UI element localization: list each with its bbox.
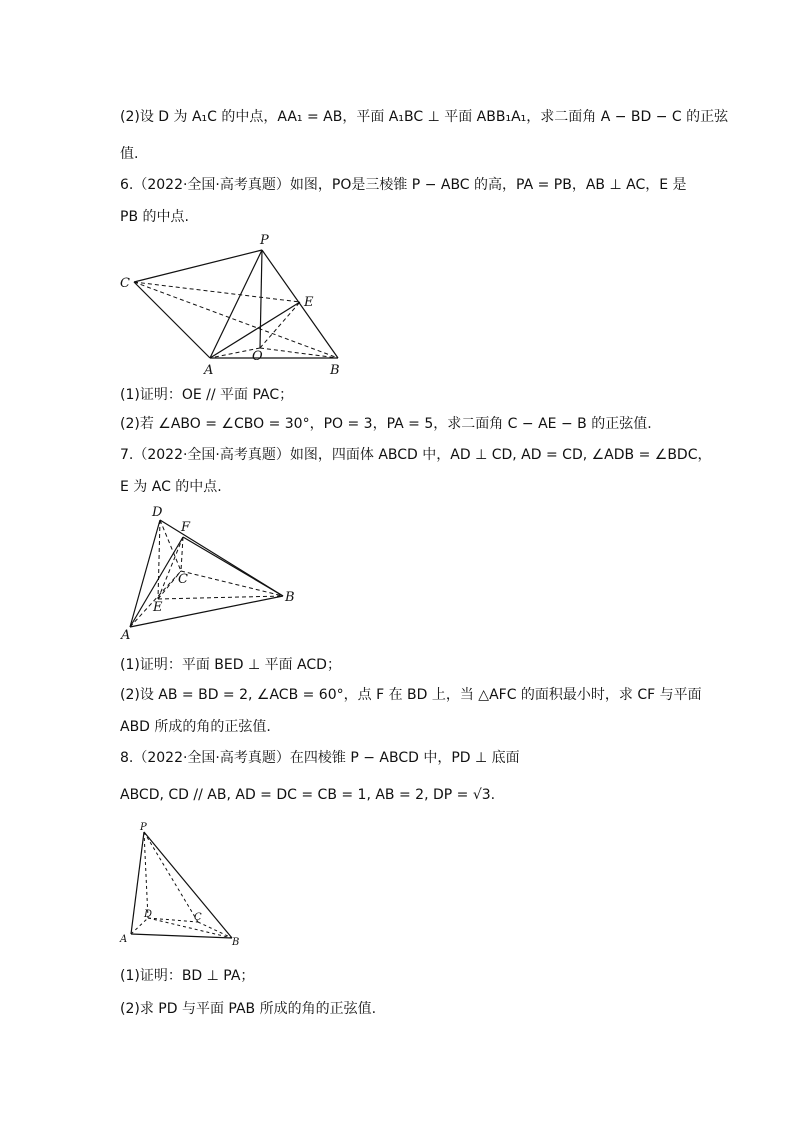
fig2-label-e: E — [153, 600, 163, 615]
q8-stem-line1: 8.（2022·全国·高考真题）在四棱锥 P − ABCD 中，PD ⊥ 底面 — [120, 750, 520, 766]
q8-stem-line2: ABCD, CD // AB, AD = DC = CB = 1, AB = 2, DP = √3. — [120, 787, 496, 803]
fig2-label-c: C — [178, 572, 188, 587]
fig2-label-d: D — [152, 505, 163, 520]
q5-part2-line2: 值. — [120, 146, 139, 162]
fig1-label-o: O — [252, 349, 263, 364]
fig2-label-f: F — [181, 520, 191, 535]
fig1-label-c: C — [120, 276, 130, 291]
fig2-label-b: B — [285, 590, 295, 605]
q7-part1: (1)证明：平面 BED ⊥ 平面 ACD； — [120, 657, 341, 673]
figure-tetrahedron-pabc — [110, 230, 370, 380]
q7-part2-line2: ABD 所成的角的正弦值. — [120, 719, 271, 735]
q8-part2: (2)求 PD 与平面 PAB 所成的角的正弦值. — [120, 1001, 377, 1017]
q6-stem-line2: PB 的中点. — [120, 209, 189, 225]
fig3-label-a: A — [120, 934, 128, 945]
fig3-label-d: D — [144, 909, 153, 920]
q6-part2: (2)若 ∠ABO = ∠CBO = 30°，PO = 3，PA = 5，求二面角 C − AE − B 的正弦值. — [120, 416, 652, 432]
q6-stem-line1: 6.（2022·全国·高考真题）如图，PO是三棱锥 P − ABC 的高，PA = PB，AB ⊥ AC，E 是 — [120, 177, 687, 193]
q7-stem-line2: E 为 AC 的中点. — [120, 479, 222, 495]
fig3-label-b: B — [232, 937, 240, 948]
q7-part2-line1: (2)设 AB = BD = 2, ∠ACB = 60°，点 F 在 BD 上，当 △AFC 的面积最小时，求 CF 与平面 — [120, 687, 702, 703]
q5-part2-line1: (2)设 D 为 A₁C 的中点，AA₁ = AB，平面 A₁BC ⊥ 平面 ABB₁A₁，求二面角 A − BD − C 的正弦 — [120, 109, 729, 125]
fig1-label-a: A — [204, 363, 214, 378]
fig2-label-a: A — [121, 628, 131, 643]
fig1-label-b: B — [330, 363, 340, 378]
fig1-label-p: P — [260, 233, 269, 248]
fig1-label-e: E — [304, 295, 314, 310]
q7-stem-line1: 7.（2022·全国·高考真题）如图，四面体 ABCD 中，AD ⊥ CD, AD = CD, ∠ADB = ∠BDC， — [120, 447, 712, 463]
fig3-label-c: C — [194, 912, 202, 923]
q6-part1: (1)证明：OE // 平面 PAC； — [120, 387, 294, 403]
figure-tetrahedron-abcd — [115, 503, 315, 643]
q8-part1: (1)证明：BD ⊥ PA； — [120, 968, 255, 984]
fig3-label-p: P — [140, 822, 147, 833]
figure-pyramid-pabcd — [118, 822, 258, 952]
